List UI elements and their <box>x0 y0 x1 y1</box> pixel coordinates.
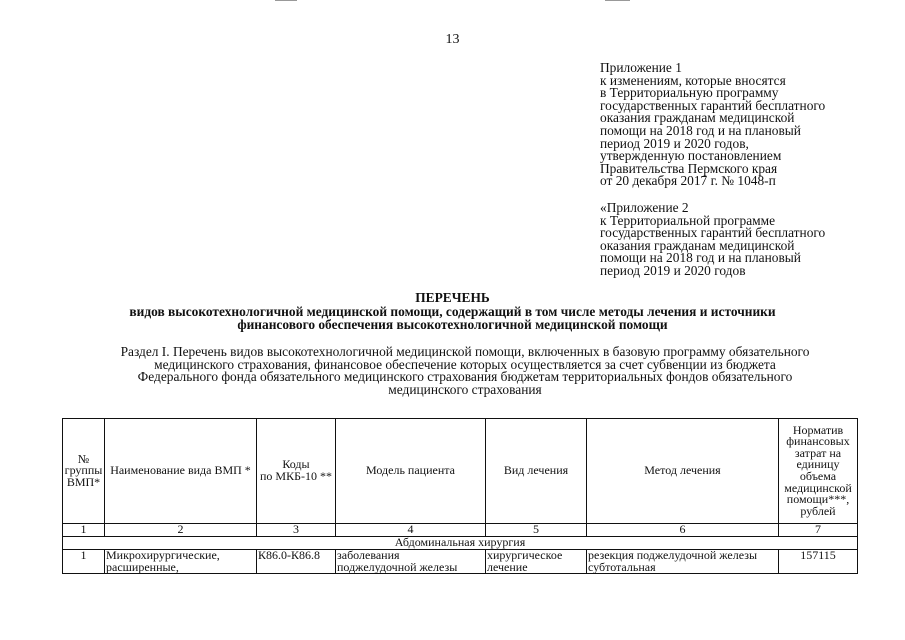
column-number: 5 <box>486 524 587 537</box>
appendix-2-line: оказания гражданам медицинской <box>600 237 795 253</box>
cell-patient-model: заболевания поджелудочной железы <box>336 550 486 574</box>
appendix-2-line: к Территориальной программе <box>600 212 776 228</box>
header-patient-model: Модель пациента <box>336 419 486 524</box>
scan-artifact <box>275 0 297 1</box>
appendix-1-block <box>600 62 890 188</box>
document-title <box>40 291 865 332</box>
header-vmp-name: Наименование вида ВМП * <box>105 419 257 524</box>
section-line: медицинского страхования, финансовое обеспечение которых осуществляется за счет субвенции из бюджета <box>154 356 776 372</box>
section-row <box>63 537 858 550</box>
header-icd-codes: Коды по МКБ-10 ** <box>257 419 336 524</box>
appendix-2-line: «Приложение 2 <box>600 200 689 215</box>
appendix-2-line: государственных гарантий бесплатного <box>600 225 826 241</box>
appendix-1-line: оказания гражданам медицинской <box>600 110 795 126</box>
cell-cost: 157115 <box>779 550 858 574</box>
appendix-1-line: период 2019 и 2020 годов, <box>600 135 749 151</box>
header-treatment-method: Метод лечения <box>587 419 779 524</box>
appendix-2-line: помощи на 2018 год и на плановый <box>600 250 801 266</box>
section-row-label: Абдоминальная хирургия <box>63 537 858 550</box>
appendix-1-line: государственных гарантий бесплатного <box>600 97 826 113</box>
header-cost-standard: Норматив финансовых затрат на единицу объема медицинской помощи***, рублей <box>779 419 858 524</box>
section-line: Раздел I. Перечень видов высокотехнологичной медицинской помощи, включенных в базовую программу обязательного <box>120 344 810 359</box>
title-line: финансового обеспечения высокотехнологичной медицинской помощи <box>237 317 668 333</box>
cell-name: Микрохирургические, расширенные, <box>105 550 257 574</box>
column-number: 6 <box>587 524 779 537</box>
column-number: 4 <box>336 524 486 537</box>
table-row <box>63 550 858 574</box>
cell-treatment-type: хирургическое лечение <box>486 550 587 574</box>
appendix-1-line: утвержденную постановлением <box>600 148 782 164</box>
appendix-1-line: помощи на 2018 год и на плановый <box>600 122 801 138</box>
column-number: 2 <box>105 524 257 537</box>
appendix-1-line: Правительства Пермского края <box>600 160 778 176</box>
cell-method: резекция поджелудочной железы субтотальная <box>587 550 779 574</box>
appendix-1-line: к изменениям, которые вносятся <box>600 72 786 88</box>
cell-group: 1 <box>63 550 105 574</box>
table-header-row <box>63 419 858 524</box>
appendix-2-block <box>600 202 890 278</box>
section-line: медицинского страхования <box>388 381 542 397</box>
header-treatment-type: Вид лечения <box>486 419 587 524</box>
appendix-1-line: Приложение 1 <box>600 60 682 75</box>
column-number: 1 <box>63 524 105 537</box>
page-number: 13 <box>445 32 460 47</box>
section-heading <box>40 346 890 396</box>
section-line: Федерального фонда обязательного медицинского страхования бюджетам территориальных фондов обязательного <box>137 369 793 385</box>
column-number: 7 <box>779 524 858 537</box>
appendix-2-line: период 2019 и 2020 годов <box>600 262 746 278</box>
appendix-1-line: в Территориальную программу <box>600 85 779 101</box>
title-line: ПЕРЕЧЕНЬ <box>415 290 490 305</box>
cell-codes: К86.0-К86.8 <box>257 550 336 574</box>
title-line: видов высокотехнологичной медицинской помощи, содержащий в том числе методы лечения и источники <box>129 303 776 319</box>
header-group-number: № группы ВМП* <box>63 419 105 524</box>
column-number: 3 <box>257 524 336 537</box>
vmp-table <box>62 418 858 574</box>
scan-artifact <box>605 0 630 1</box>
appendix-1-line: от 20 декабря 2017 г. № 1048-п <box>600 173 776 189</box>
